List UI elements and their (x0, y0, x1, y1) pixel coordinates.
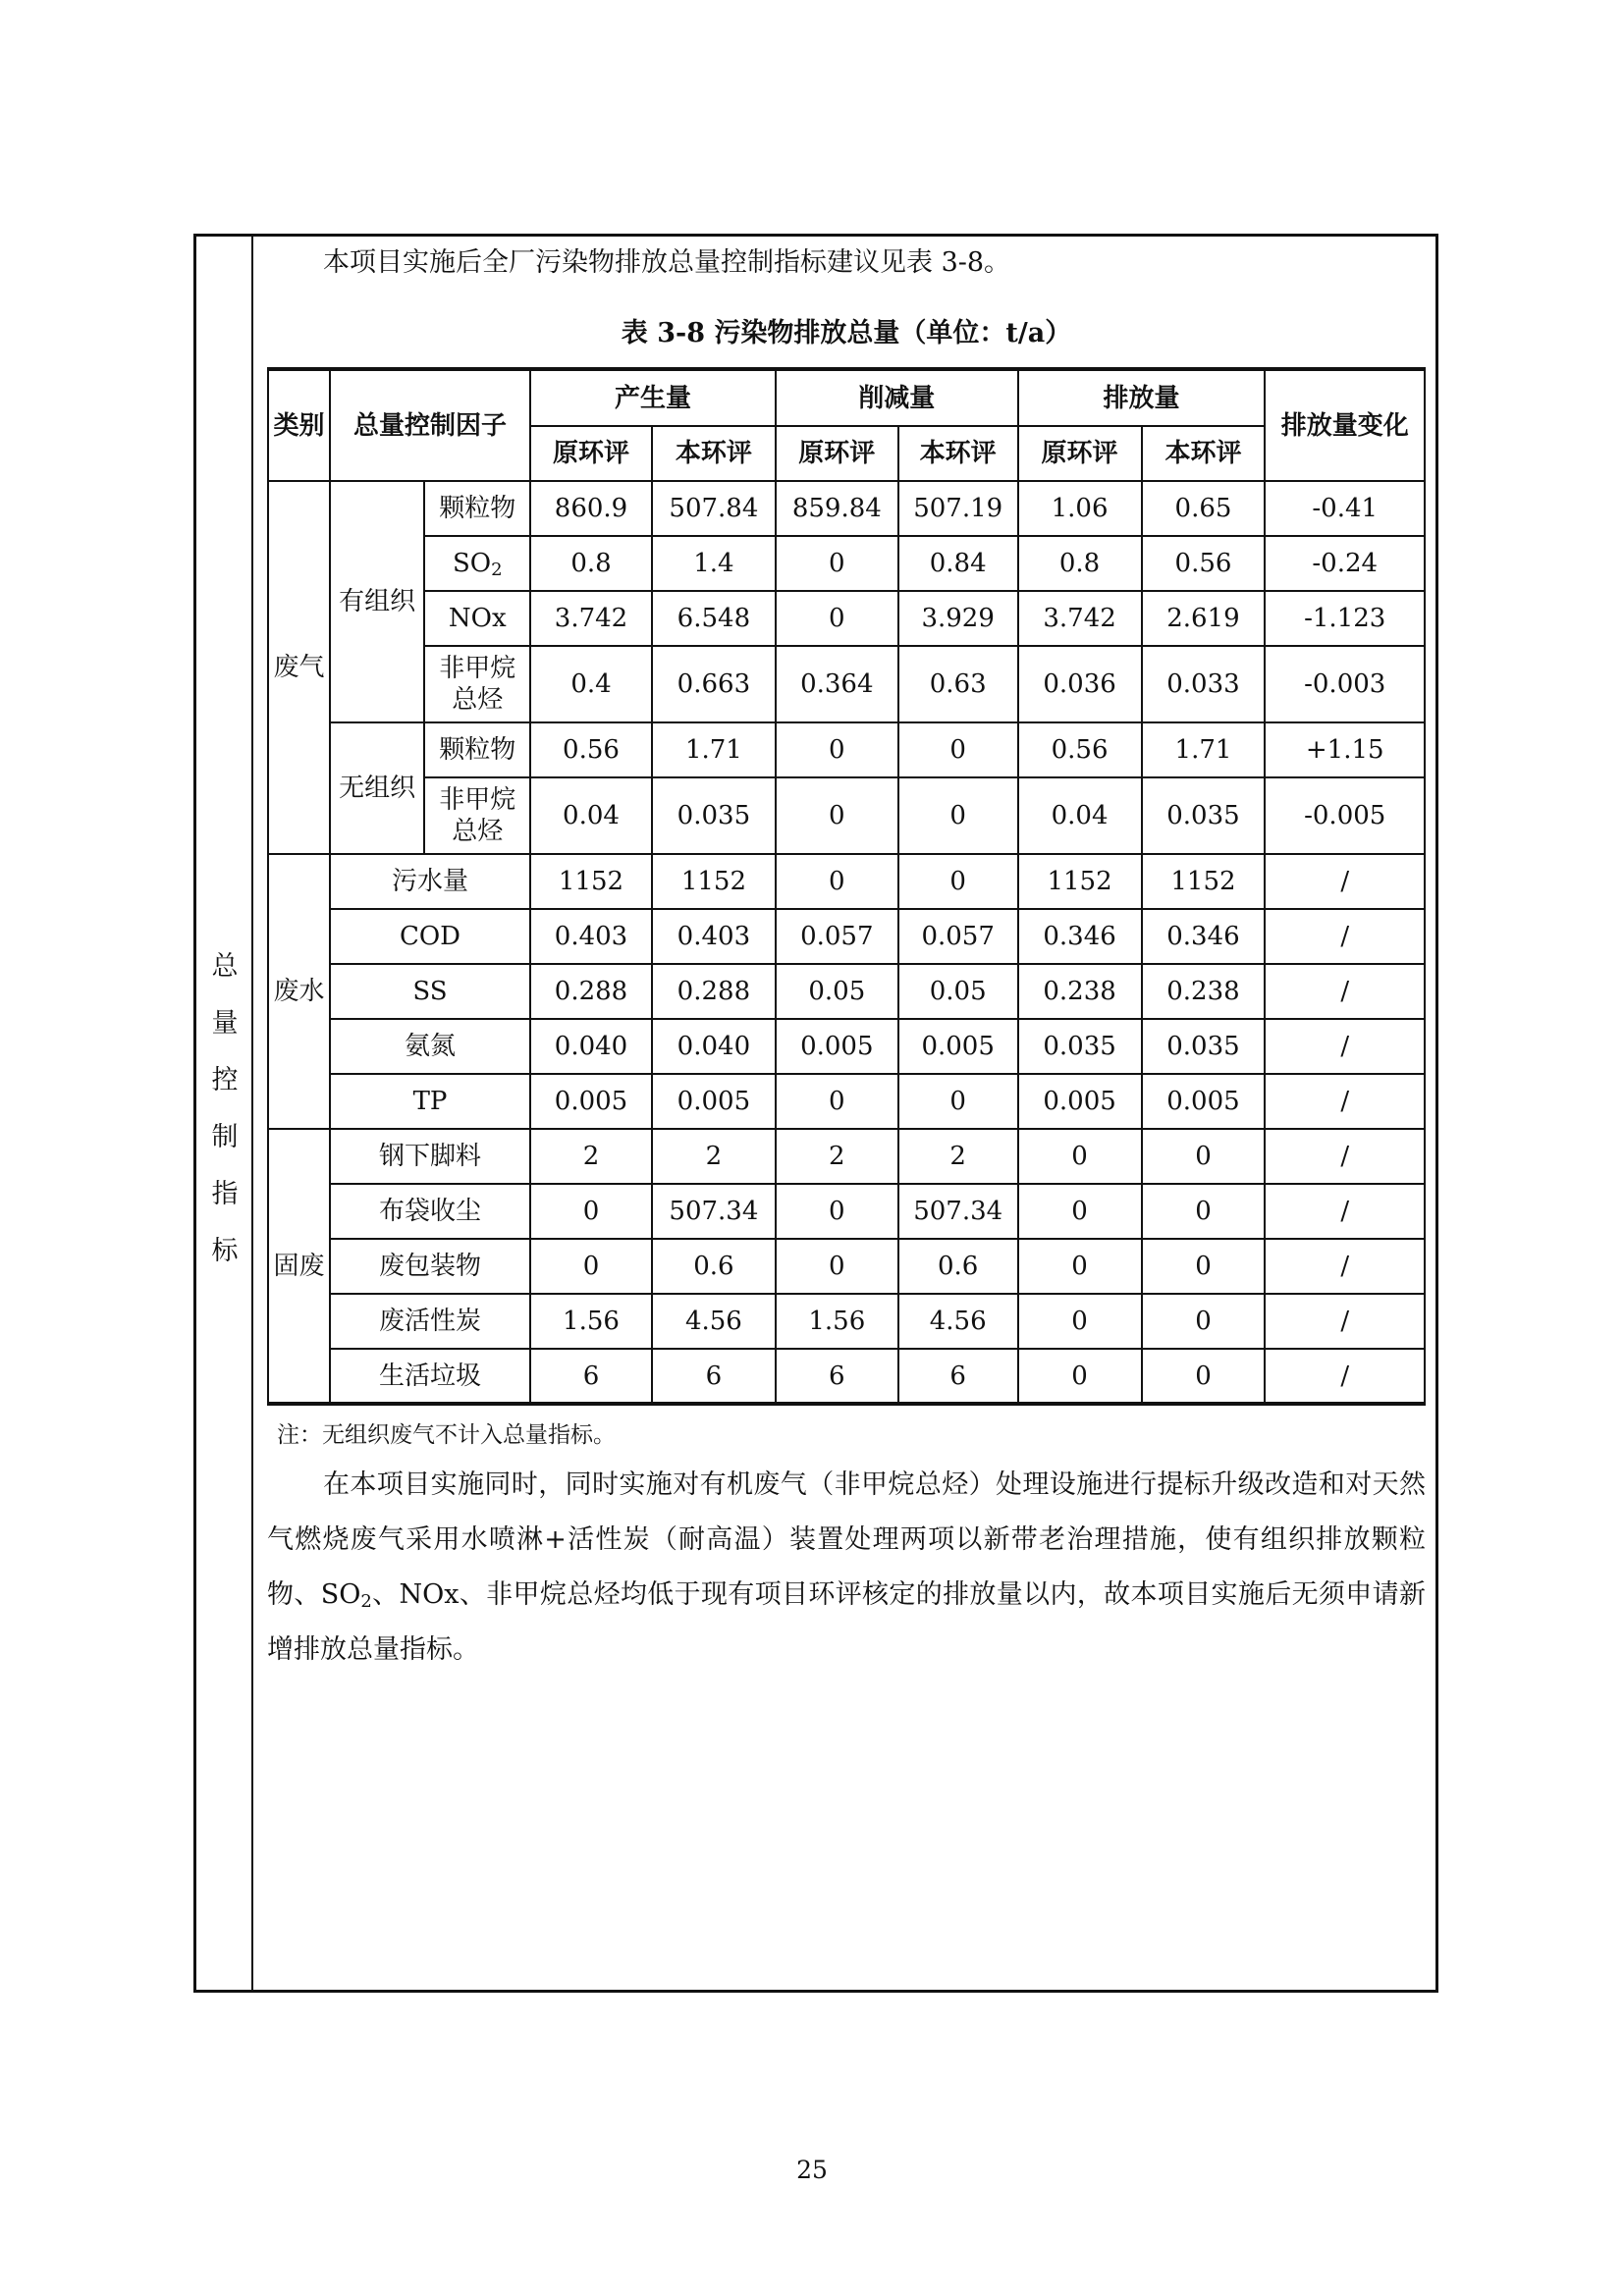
cell: 0.005 (652, 1074, 776, 1129)
cell: 0 (1018, 1129, 1142, 1184)
factor-name: 氨氮 (330, 1019, 530, 1074)
table-row (268, 1349, 1425, 1404)
table-row (268, 1294, 1425, 1349)
header-discharged: 排放量 (1018, 369, 1266, 426)
cell: 3.742 (530, 591, 652, 646)
side-char: 标 (211, 1236, 239, 1266)
cell: 1.71 (1142, 722, 1266, 777)
table-row (268, 1239, 1425, 1294)
cell: 0.238 (1018, 964, 1142, 1019)
cell: / (1265, 1239, 1425, 1294)
cell: 4.56 (898, 1294, 1018, 1349)
header-change: 排放量变化 (1265, 369, 1425, 481)
cell: 0.84 (898, 536, 1018, 591)
cell: 0.05 (776, 964, 898, 1019)
factor-name: 颗粒物 (424, 722, 530, 777)
factor-name (424, 536, 530, 591)
table-row (268, 909, 1425, 964)
side-column (196, 237, 253, 1990)
cell: 0.035 (1142, 777, 1266, 854)
factor-name: 废包装物 (330, 1239, 530, 1294)
cell: 0 (1142, 1294, 1266, 1349)
cell: 0.4 (530, 646, 652, 722)
cell: 0.56 (1142, 536, 1266, 591)
cell: 0 (776, 591, 898, 646)
cell: -0.005 (1265, 777, 1425, 854)
table-row (268, 1184, 1425, 1239)
header-reduced: 削减量 (776, 369, 1018, 426)
cell: 0.035 (1142, 1019, 1266, 1074)
table-row (268, 481, 1425, 536)
factor-line: 总烃 (452, 817, 504, 846)
cell: 3.929 (898, 591, 1018, 646)
intro-text: 本项目实施后全厂污染物排放总量控制指标建议见表 3-8。 (323, 247, 1011, 278)
cell: 0.8 (530, 536, 652, 591)
group-water: 废水 (268, 854, 330, 1129)
cell: / (1265, 1074, 1425, 1129)
cell: / (1265, 1184, 1425, 1239)
cell: / (1265, 1349, 1425, 1404)
cell: 0.63 (898, 646, 1018, 722)
cell: +1.15 (1265, 722, 1425, 777)
cell: 0.346 (1018, 909, 1142, 964)
side-char: 控 (211, 1065, 239, 1095)
cell: 0.663 (652, 646, 776, 722)
cell: 0.057 (898, 909, 1018, 964)
para-part: 在本项目实施同时，同时实施对有机废气（非甲烷总烃）处理设施进行提标升级改造和对天然气燃烧废气采用水喷淋+活性炭（耐高温）装置处理两项以新带老治理措施，使有组织排放颗粒物、 (267, 1469, 1426, 1610)
group-unorganized: 无组织 (330, 722, 424, 854)
emission-table (267, 367, 1426, 1406)
factor-line: 非甲烷 (439, 654, 516, 683)
cell: 0.005 (1018, 1074, 1142, 1129)
cell: 2 (898, 1129, 1018, 1184)
subheader-curr: 本环评 (652, 426, 776, 481)
cell: 0.6 (898, 1239, 1018, 1294)
cell: 0 (776, 1239, 898, 1294)
cell: 0.56 (1018, 722, 1142, 777)
factor-name: 废活性炭 (330, 1294, 530, 1349)
table-row (268, 777, 1425, 854)
factor-main: SO (452, 549, 492, 578)
cell: 0.005 (1142, 1074, 1266, 1129)
cell: 507.34 (652, 1184, 776, 1239)
factor-name: 污水量 (330, 854, 530, 909)
cell: -1.123 (1265, 591, 1425, 646)
cell: 0 (1142, 1129, 1266, 1184)
cell: 0.005 (898, 1019, 1018, 1074)
cell: 0.057 (776, 909, 898, 964)
cell: 0.65 (1142, 481, 1266, 536)
cell: 0.036 (1018, 646, 1142, 722)
table-row (268, 536, 1425, 591)
side-label (196, 938, 253, 1280)
cell: / (1265, 964, 1425, 1019)
cell: 1.71 (652, 722, 776, 777)
cell: / (1265, 854, 1425, 909)
cell: 507.84 (652, 481, 776, 536)
table-row (268, 722, 1425, 777)
group-solid: 固废 (268, 1129, 330, 1404)
cell: 0 (776, 1184, 898, 1239)
cell: 0.346 (1142, 909, 1266, 964)
cell: 2.619 (1142, 591, 1266, 646)
cell: 507.34 (898, 1184, 1018, 1239)
cell: 0 (898, 722, 1018, 777)
cell: 1152 (1018, 854, 1142, 909)
factor-name: 生活垃圾 (330, 1349, 530, 1404)
cell: 1.4 (652, 536, 776, 591)
cell: 0.56 (530, 722, 652, 777)
cell: 2 (652, 1129, 776, 1184)
table-row (268, 964, 1425, 1019)
cell: 0 (776, 722, 898, 777)
side-char: 量 (211, 1008, 239, 1039)
factor-name (424, 777, 530, 854)
factor-name: 钢下脚料 (330, 1129, 530, 1184)
factor-name: TP (330, 1074, 530, 1129)
cell: 0.005 (776, 1019, 898, 1074)
cell: 0.040 (530, 1019, 652, 1074)
cell: 0.04 (530, 777, 652, 854)
conclusion-paragraph (267, 1458, 1426, 1678)
cell: 0 (1142, 1239, 1266, 1294)
table-note: 注：无组织废气不计入总量指标。 (277, 1422, 616, 1448)
subheader-curr: 本环评 (1142, 426, 1266, 481)
table-row (268, 854, 1425, 909)
cell: 0 (1142, 1349, 1266, 1404)
cell: 0 (898, 854, 1018, 909)
factor-name: COD (330, 909, 530, 964)
cell: 6 (776, 1349, 898, 1404)
cell: 6 (898, 1349, 1018, 1404)
cell: 0.033 (1142, 646, 1266, 722)
factor-sub: 2 (491, 560, 503, 580)
table-row (268, 1129, 1425, 1184)
cell: 6.548 (652, 591, 776, 646)
cell: 0.288 (530, 964, 652, 1019)
factor-line: 非甲烷 (439, 785, 516, 815)
cell: 0.403 (652, 909, 776, 964)
factor-name: SS (330, 964, 530, 1019)
cell: 2 (530, 1129, 652, 1184)
cell: 0 (1142, 1184, 1266, 1239)
cell: 0 (898, 777, 1018, 854)
cell: 0.05 (898, 964, 1018, 1019)
table-row (268, 1074, 1425, 1129)
page-number: 25 (796, 2156, 828, 2184)
cell: 0.04 (1018, 777, 1142, 854)
factor-line: 总烃 (452, 685, 504, 715)
cell: 0 (1018, 1239, 1142, 1294)
cell: 860.9 (530, 481, 652, 536)
table-caption: 表 3-8 污染物排放总量（单位：t/a） (621, 318, 1072, 348)
side-char: 总 (211, 951, 239, 982)
header-produced: 产生量 (530, 369, 776, 426)
cell: 0.040 (652, 1019, 776, 1074)
cell: / (1265, 909, 1425, 964)
cell: 0 (530, 1184, 652, 1239)
cell: 0.288 (652, 964, 776, 1019)
header-factor: 总量控制因子 (330, 369, 530, 481)
factor-name: NOx (424, 591, 530, 646)
table-row (268, 1019, 1425, 1074)
factor-name (424, 646, 530, 722)
table-row (268, 646, 1425, 722)
cell: 0.6 (652, 1239, 776, 1294)
factor-name: 颗粒物 (424, 481, 530, 536)
cell: 0 (530, 1239, 652, 1294)
side-char: 指 (211, 1179, 239, 1209)
subheader-orig: 原环评 (1018, 426, 1142, 481)
cell: 2 (776, 1129, 898, 1184)
para-so: SO (320, 1579, 361, 1610)
table-row (268, 591, 1425, 646)
form-frame (193, 234, 1438, 1993)
header-row (268, 369, 1425, 426)
cell: 0.403 (530, 909, 652, 964)
cell: 1.06 (1018, 481, 1142, 536)
cell: 1152 (530, 854, 652, 909)
group-organized: 有组织 (330, 481, 424, 722)
cell: 507.19 (898, 481, 1018, 536)
cell: 0 (776, 1074, 898, 1129)
cell: 0 (776, 777, 898, 854)
cell: 0 (1018, 1184, 1142, 1239)
group-gas: 废气 (268, 481, 330, 854)
cell: 0.238 (1142, 964, 1266, 1019)
side-char: 制 (211, 1122, 239, 1152)
cell: 0 (776, 536, 898, 591)
subheader-orig: 原环评 (530, 426, 652, 481)
header-category: 类别 (268, 369, 330, 481)
paragraph-text (267, 1458, 1426, 1678)
cell: 0.035 (652, 777, 776, 854)
cell: 4.56 (652, 1294, 776, 1349)
cell: 0.005 (530, 1074, 652, 1129)
cell: 1152 (652, 854, 776, 909)
cell: 0.8 (1018, 536, 1142, 591)
cell: -0.003 (1265, 646, 1425, 722)
cell: 0 (898, 1074, 1018, 1129)
para-part: 、NOx、非甲烷总烃均低于现有项目环评核定的排放量以内，故本项目实施后无须申请新增排放总量指标。 (267, 1579, 1426, 1665)
cell: -0.24 (1265, 536, 1425, 591)
cell: 0.035 (1018, 1019, 1142, 1074)
cell: 6 (652, 1349, 776, 1404)
cell: 3.742 (1018, 591, 1142, 646)
cell: 859.84 (776, 481, 898, 536)
factor-name: 布袋收尘 (330, 1184, 530, 1239)
cell: 6 (530, 1349, 652, 1404)
cell: / (1265, 1019, 1425, 1074)
cell: -0.41 (1265, 481, 1425, 536)
cell: 0 (1018, 1294, 1142, 1349)
cell: 0 (1018, 1349, 1142, 1404)
cell: 0 (776, 854, 898, 909)
subheader-orig: 原环评 (776, 426, 898, 481)
cell: 1.56 (776, 1294, 898, 1349)
cell: 1152 (1142, 854, 1266, 909)
para-so-sub: 2 (360, 1591, 372, 1612)
subheader-curr: 本环评 (898, 426, 1018, 481)
cell: / (1265, 1294, 1425, 1349)
cell: / (1265, 1129, 1425, 1184)
cell: 0.364 (776, 646, 898, 722)
cell: 1.56 (530, 1294, 652, 1349)
